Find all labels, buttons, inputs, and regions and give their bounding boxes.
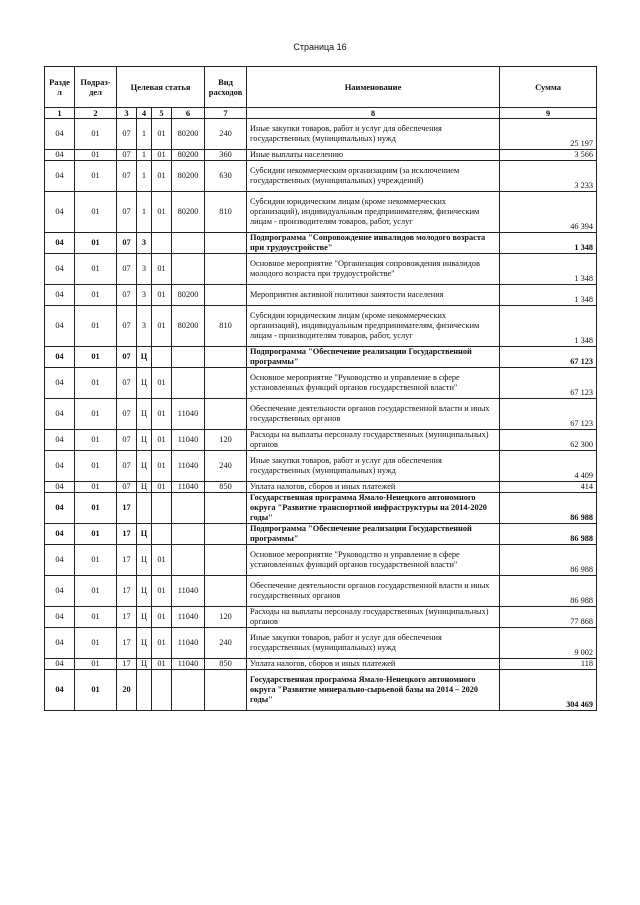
cell-code-4: Ц (137, 368, 152, 399)
cell-code-7: 240 (205, 119, 247, 150)
cell-code-3: 17 (117, 545, 137, 576)
cell-code-4: 3 (137, 233, 152, 254)
cell-code-4: 1 (137, 119, 152, 150)
table-row (45, 659, 597, 670)
table-row (45, 233, 597, 254)
cell-summa: 1 348 (500, 285, 597, 306)
cell-code-1: 04 (45, 347, 75, 368)
cell-code-1: 04 (45, 306, 75, 347)
cell-code-7 (205, 233, 247, 254)
cell-naimenovanie: Уплата налогов, сборов и иных платежей (247, 482, 500, 493)
cell-code-5: 01 (152, 306, 172, 347)
cell-code-4: Ц (137, 399, 152, 430)
cell-code-2: 01 (75, 628, 117, 659)
cell-code-4: Ц (137, 607, 152, 628)
cell-code-5: 01 (152, 628, 172, 659)
cell-code-4: Ц (137, 628, 152, 659)
cell-code-3: 17 (117, 659, 137, 670)
cell-code-3: 07 (117, 254, 137, 285)
header-razdel: Разде л (45, 67, 75, 108)
cell-code-4: Ц (137, 576, 152, 607)
cell-code-6: 80200 (172, 306, 205, 347)
cell-code-2: 01 (75, 545, 117, 576)
cell-summa: 4 409 (500, 451, 597, 482)
table-row (45, 545, 597, 576)
table-row (45, 493, 597, 524)
cell-code-5: 01 (152, 607, 172, 628)
cell-code-2: 01 (75, 150, 117, 161)
cell-code-4: 1 (137, 192, 152, 233)
cell-code-2: 01 (75, 670, 117, 711)
cell-code-2: 01 (75, 524, 117, 545)
cell-summa: 67 123 (500, 347, 597, 368)
cell-code-5 (152, 524, 172, 545)
cell-naimenovanie: Обеспечение деятельности органов государственной власти и иных государственных органов (247, 576, 500, 607)
cell-code-4: Ц (137, 482, 152, 493)
cell-code-2: 01 (75, 368, 117, 399)
cell-summa: 9 002 (500, 628, 597, 659)
column-number: 2 (75, 108, 117, 119)
cell-code-5: 01 (152, 659, 172, 670)
cell-code-7 (205, 285, 247, 306)
header-podrazdel: Подраз- дел (75, 67, 117, 108)
cell-summa: 86 988 (500, 493, 597, 524)
cell-code-5: 01 (152, 399, 172, 430)
cell-code-6 (172, 670, 205, 711)
cell-code-7 (205, 254, 247, 285)
cell-code-3: 07 (117, 368, 137, 399)
cell-code-4 (137, 670, 152, 711)
cell-code-7: 120 (205, 430, 247, 451)
column-number: 3 (117, 108, 137, 119)
cell-code-4: Ц (137, 451, 152, 482)
cell-code-6 (172, 233, 205, 254)
cell-code-7: 810 (205, 306, 247, 347)
cell-code-2: 01 (75, 161, 117, 192)
cell-naimenovanie: Иные закупки товаров, работ и услуг для обеспечения государственных (муниципальных) нужд (247, 451, 500, 482)
cell-code-3: 07 (117, 347, 137, 368)
cell-naimenovanie: Основное мероприятие "Руководство и управление в сфере установленных функций органов государственной власти" (247, 545, 500, 576)
column-number: 7 (205, 108, 247, 119)
column-number: 4 (137, 108, 152, 119)
cell-code-7 (205, 368, 247, 399)
cell-summa: 414 (500, 482, 597, 493)
cell-code-3: 17 (117, 493, 137, 524)
header-naimenovanie: Наименование (247, 67, 500, 108)
table-row (45, 150, 597, 161)
cell-code-2: 01 (75, 482, 117, 493)
cell-naimenovanie: Уплата налогов, сборов и иных платежей (247, 659, 500, 670)
cell-code-6 (172, 524, 205, 545)
cell-code-5: 01 (152, 119, 172, 150)
cell-naimenovanie: Основное мероприятие "Организация сопровождения инвалидов молодого возраста при трудоустройстве" (247, 254, 500, 285)
cell-code-6: 80200 (172, 119, 205, 150)
cell-code-4: 1 (137, 150, 152, 161)
cell-code-2: 01 (75, 607, 117, 628)
cell-naimenovanie: Расходы на выплаты персоналу государственных (муниципальных) органов (247, 430, 500, 451)
cell-summa: 86 988 (500, 524, 597, 545)
cell-code-6: 80200 (172, 161, 205, 192)
cell-code-2: 01 (75, 119, 117, 150)
cell-code-7: 360 (205, 150, 247, 161)
cell-code-1: 04 (45, 192, 75, 233)
cell-code-2: 01 (75, 399, 117, 430)
cell-code-1: 04 (45, 576, 75, 607)
cell-naimenovanie: Иные закупки товаров, работ и услуг для обеспечения государственных (муниципальных) нужд (247, 119, 500, 150)
cell-code-5 (152, 233, 172, 254)
column-number: 1 (45, 108, 75, 119)
cell-code-7 (205, 493, 247, 524)
cell-code-3: 07 (117, 119, 137, 150)
cell-code-5: 01 (152, 192, 172, 233)
cell-code-7 (205, 399, 247, 430)
cell-code-5: 01 (152, 254, 172, 285)
table-body (45, 119, 597, 711)
cell-code-2: 01 (75, 576, 117, 607)
cell-code-1: 04 (45, 670, 75, 711)
cell-code-4 (137, 493, 152, 524)
cell-code-5: 01 (152, 150, 172, 161)
cell-code-5: 01 (152, 482, 172, 493)
cell-code-6: 11040 (172, 399, 205, 430)
column-number: 8 (247, 108, 500, 119)
cell-code-6 (172, 493, 205, 524)
cell-code-3: 07 (117, 482, 137, 493)
table-row (45, 628, 597, 659)
cell-code-1: 04 (45, 161, 75, 192)
cell-code-1: 04 (45, 399, 75, 430)
cell-code-5 (152, 670, 172, 711)
cell-code-2: 01 (75, 306, 117, 347)
cell-code-7: 240 (205, 628, 247, 659)
budget-table (44, 66, 597, 711)
cell-code-3: 07 (117, 192, 137, 233)
cell-summa: 62 300 (500, 430, 597, 451)
cell-code-3: 07 (117, 150, 137, 161)
cell-naimenovanie: Мероприятия активной политики занятости населения (247, 285, 500, 306)
cell-code-6: 80200 (172, 150, 205, 161)
cell-code-5: 01 (152, 545, 172, 576)
table-row (45, 430, 597, 451)
cell-code-4: 3 (137, 254, 152, 285)
column-number: 6 (172, 108, 205, 119)
cell-code-4: Ц (137, 347, 152, 368)
cell-code-5 (152, 493, 172, 524)
cell-code-6: 11040 (172, 628, 205, 659)
cell-naimenovanie: Субсидии некоммерческим организациям (за исключением государственных (муниципальных) учреждений) (247, 161, 500, 192)
cell-code-2: 01 (75, 430, 117, 451)
cell-code-6: 11040 (172, 607, 205, 628)
table-row (45, 607, 597, 628)
table-row (45, 576, 597, 607)
column-number: 5 (152, 108, 172, 119)
table-row (45, 451, 597, 482)
header-vid-rashodov: Вид расходов (205, 67, 247, 108)
cell-summa: 46 394 (500, 192, 597, 233)
cell-naimenovanie: Расходы на выплаты персоналу государственных (муниципальных) органов (247, 607, 500, 628)
cell-code-7 (205, 670, 247, 711)
cell-code-7 (205, 576, 247, 607)
cell-summa: 1 348 (500, 306, 597, 347)
cell-naimenovanie: Подпрограмма "Обеспечение реализации Государственной программы" (247, 524, 500, 545)
cell-naimenovanie: Субсидии юридическим лицам (кроме некоммерческих организаций), индивидуальным предпринимателям, физическим лицам - производителям товаров, работ, услуг (247, 192, 500, 233)
cell-code-4: 1 (137, 161, 152, 192)
cell-code-1: 04 (45, 233, 75, 254)
cell-naimenovanie: Государственная программа Ямало-Ненецкого автономного округа "Развитие минерально-сырьевой базы на 2014 – 2020 годы" (247, 670, 500, 711)
cell-code-4: Ц (137, 430, 152, 451)
cell-code-5: 01 (152, 285, 172, 306)
cell-code-7: 630 (205, 161, 247, 192)
cell-code-6 (172, 545, 205, 576)
cell-code-2: 01 (75, 451, 117, 482)
cell-code-1: 04 (45, 545, 75, 576)
cell-code-7: 810 (205, 192, 247, 233)
table-row (45, 368, 597, 399)
cell-code-1: 04 (45, 285, 75, 306)
cell-code-5: 01 (152, 368, 172, 399)
cell-code-6: 11040 (172, 659, 205, 670)
cell-code-6: 11040 (172, 451, 205, 482)
cell-code-7: 850 (205, 482, 247, 493)
cell-code-3: 07 (117, 430, 137, 451)
cell-summa: 25 197 (500, 119, 597, 150)
cell-code-1: 04 (45, 430, 75, 451)
table-row (45, 254, 597, 285)
cell-code-6 (172, 368, 205, 399)
cell-code-2: 01 (75, 192, 117, 233)
cell-code-7 (205, 545, 247, 576)
table-row (45, 119, 597, 150)
cell-summa: 118 (500, 659, 597, 670)
cell-code-3: 07 (117, 399, 137, 430)
table-row (45, 192, 597, 233)
cell-code-1: 04 (45, 451, 75, 482)
cell-summa: 304 469 (500, 670, 597, 711)
table-row (45, 482, 597, 493)
cell-naimenovanie: Основное мероприятие "Руководство и управление в сфере установленных функций органов государственной власти" (247, 368, 500, 399)
cell-naimenovanie: Иные выплаты населению (247, 150, 500, 161)
cell-summa: 86 988 (500, 576, 597, 607)
cell-summa: 67 123 (500, 399, 597, 430)
cell-code-6: 80200 (172, 285, 205, 306)
cell-code-5: 01 (152, 430, 172, 451)
page-number: Страница 16 (293, 42, 347, 52)
cell-summa: 77 868 (500, 607, 597, 628)
cell-naimenovanie: Государственная программа Ямало-Ненецкого автономного округа "Развитие транспортной инфраструктуры на 2014-2020 годы" (247, 493, 500, 524)
cell-code-3: 17 (117, 576, 137, 607)
cell-code-6: 11040 (172, 430, 205, 451)
cell-naimenovanie: Подпрограмма "Обеспечение реализации Государственной программы" (247, 347, 500, 368)
cell-naimenovanie: Подпрограмма "Сопровождение инвалидов молодого возраста при трудоустройстве" (247, 233, 500, 254)
table-row (45, 670, 597, 711)
cell-code-3: 07 (117, 233, 137, 254)
cell-code-7: 240 (205, 451, 247, 482)
cell-code-6: 11040 (172, 482, 205, 493)
cell-code-6: 80200 (172, 192, 205, 233)
cell-code-1: 04 (45, 524, 75, 545)
cell-naimenovanie: Иные закупки товаров, работ и услуг для обеспечения государственных (муниципальных) нужд (247, 628, 500, 659)
cell-code-2: 01 (75, 493, 117, 524)
cell-code-1: 04 (45, 368, 75, 399)
cell-summa: 67 123 (500, 368, 597, 399)
cell-code-4: Ц (137, 524, 152, 545)
header-summa: Сумма (500, 67, 597, 108)
cell-code-7 (205, 347, 247, 368)
cell-code-3: 07 (117, 161, 137, 192)
cell-code-6 (172, 254, 205, 285)
header-row (45, 67, 597, 108)
cell-code-5: 01 (152, 161, 172, 192)
cell-code-3: 17 (117, 607, 137, 628)
cell-code-1: 04 (45, 659, 75, 670)
table-row (45, 161, 597, 192)
cell-code-2: 01 (75, 254, 117, 285)
cell-code-3: 20 (117, 670, 137, 711)
column-number-row (45, 108, 597, 119)
cell-code-7 (205, 524, 247, 545)
cell-code-4: 3 (137, 306, 152, 347)
cell-code-1: 04 (45, 482, 75, 493)
table-row (45, 285, 597, 306)
table-row (45, 399, 597, 430)
table-row (45, 524, 597, 545)
cell-summa: 1 348 (500, 233, 597, 254)
cell-summa: 3 566 (500, 150, 597, 161)
cell-code-7: 120 (205, 607, 247, 628)
cell-code-6: 11040 (172, 576, 205, 607)
cell-code-2: 01 (75, 233, 117, 254)
cell-summa: 1 348 (500, 254, 597, 285)
cell-code-1: 04 (45, 254, 75, 285)
cell-code-4: 3 (137, 285, 152, 306)
cell-summa: 3 233 (500, 161, 597, 192)
cell-code-3: 17 (117, 524, 137, 545)
cell-code-1: 04 (45, 628, 75, 659)
cell-code-1: 04 (45, 150, 75, 161)
cell-code-3: 07 (117, 451, 137, 482)
cell-code-4: Ц (137, 659, 152, 670)
table-row (45, 306, 597, 347)
cell-summa: 86 988 (500, 545, 597, 576)
cell-code-6 (172, 347, 205, 368)
cell-code-3: 07 (117, 285, 137, 306)
cell-code-2: 01 (75, 285, 117, 306)
cell-code-2: 01 (75, 347, 117, 368)
cell-code-5: 01 (152, 451, 172, 482)
cell-naimenovanie: Обеспечение деятельности органов государственной власти и иных государственных органов (247, 399, 500, 430)
cell-code-4: Ц (137, 545, 152, 576)
cell-code-1: 04 (45, 493, 75, 524)
cell-code-3: 17 (117, 628, 137, 659)
table-row (45, 347, 597, 368)
cell-naimenovanie: Субсидии юридическим лицам (кроме некоммерческих организаций), индивидуальным предпринимателям, физическим лицам - производителям товаров, работ, услуг (247, 306, 500, 347)
cell-code-2: 01 (75, 659, 117, 670)
column-number: 9 (500, 108, 597, 119)
cell-code-1: 04 (45, 119, 75, 150)
header-celevaya-statya: Целевая статья (117, 67, 205, 108)
cell-code-5 (152, 347, 172, 368)
cell-code-1: 04 (45, 607, 75, 628)
cell-code-3: 07 (117, 306, 137, 347)
cell-code-7: 850 (205, 659, 247, 670)
cell-code-5: 01 (152, 576, 172, 607)
